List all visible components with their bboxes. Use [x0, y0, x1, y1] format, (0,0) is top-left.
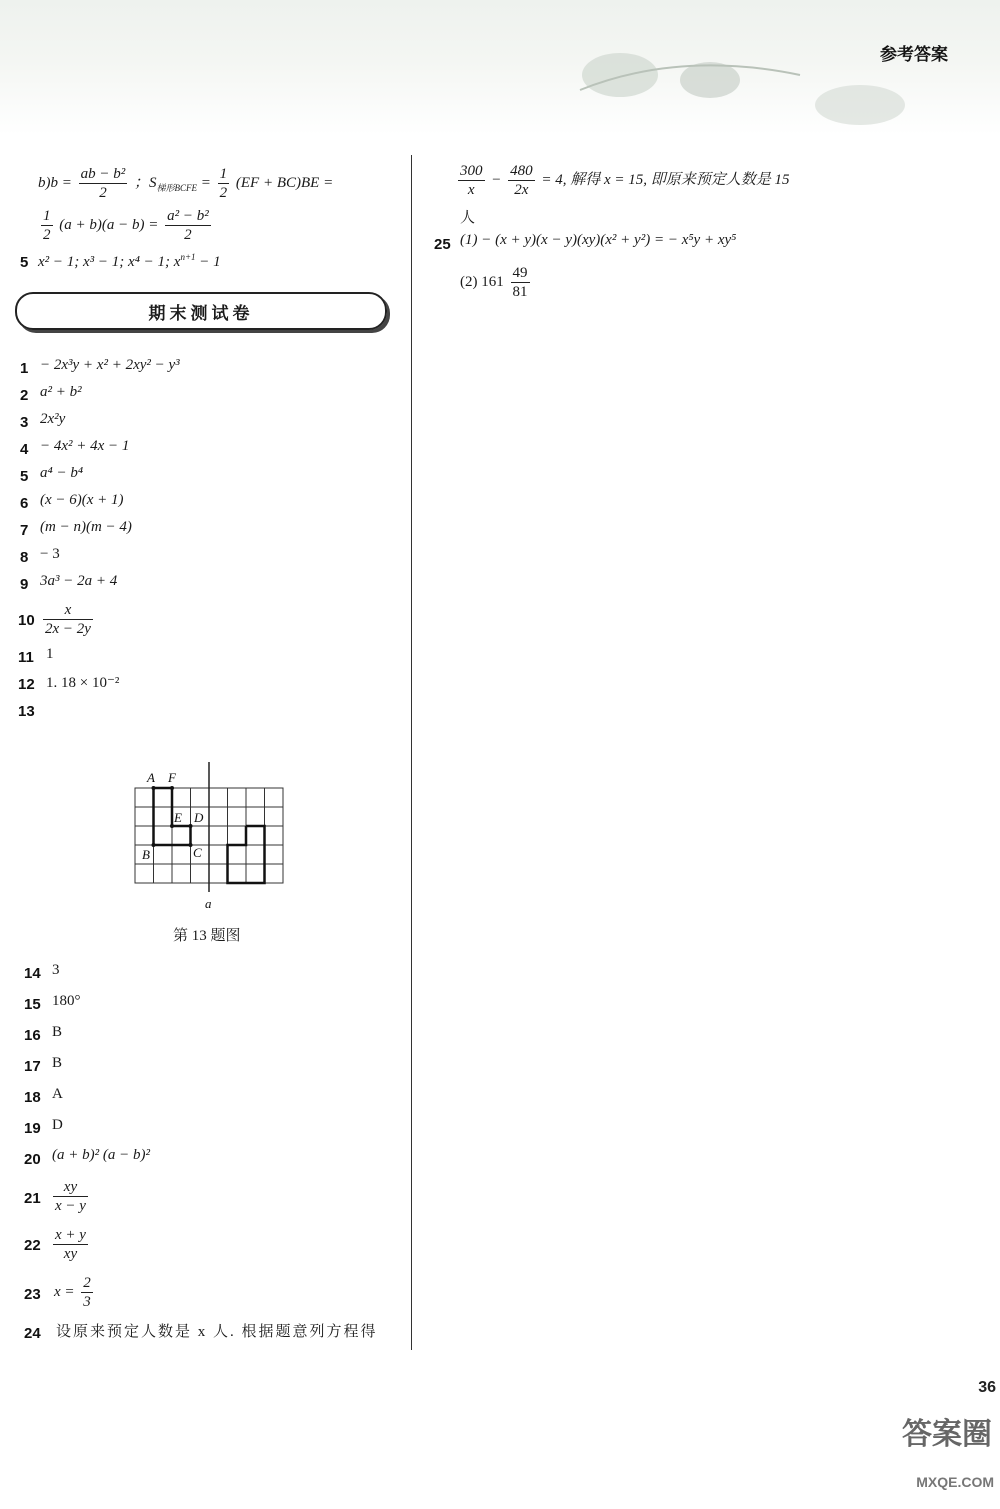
question-number: 5: [20, 254, 29, 271]
answer-text: 设原来预定人数是 x 人. 根据题意列方程得: [56, 1324, 378, 1340]
point-label-e: E: [174, 810, 182, 825]
page-header-title: 参考答案: [880, 45, 948, 64]
question-number: 14: [24, 965, 41, 982]
answer-text: a⁴ − b⁴: [40, 465, 84, 481]
answer-continuation-tail: 人: [460, 210, 476, 226]
answer-text: − 3: [40, 546, 60, 562]
question-number: 17: [24, 1058, 41, 1075]
question-number: 11: [18, 649, 34, 666]
answer-text: $\frac{x + y}{xy}$: [55, 1227, 86, 1262]
question-number: 10: [18, 612, 35, 629]
point-label-b: B: [142, 847, 150, 862]
point-label-a: A: [147, 770, 155, 785]
question-number: 18: [24, 1089, 41, 1106]
header-banner: [0, 0, 1000, 135]
question-number: 7: [20, 522, 29, 539]
point-label-f: F: [168, 770, 176, 785]
answer-text: (a + b)² (a − b)²: [52, 1147, 150, 1163]
answer-text: x² − 1; x³ − 1; x⁴ − 1; $x^{n+1} - 1$: [38, 252, 221, 270]
answer-text: (x − 6)(x + 1): [40, 492, 124, 508]
question-number: 9: [20, 576, 29, 593]
axis-label-a: a: [205, 896, 212, 910]
answer-continuation: $\frac{300}{x}$ − $\frac{480}{2x}$ = 4, 解得 x = 15, 即原来预定人数是 15: [460, 163, 790, 198]
answer-text: B: [52, 1024, 63, 1040]
answer-text: − 4x² + 4x − 1: [40, 438, 130, 454]
question-number: 6: [20, 495, 29, 512]
answer-text: $\frac{xy}{x - y}$: [55, 1179, 86, 1214]
answer-text: 180°: [52, 993, 81, 1009]
point-label-d: D: [194, 810, 204, 825]
question-number: 23: [24, 1286, 41, 1303]
question-number: 5: [20, 468, 29, 485]
question-number: 13: [18, 703, 35, 720]
answer-text: − 2x³y + x² + 2xy² − y³: [40, 357, 180, 373]
answer-text: B: [52, 1055, 63, 1071]
continued-equation-line2: $\frac{1}{2}$ (a + b)(a − b) = $\frac{\text{a² − b²}}{2}$: [43, 208, 209, 243]
question-number: 21: [24, 1190, 41, 1207]
answer-text: x = $\frac{2}{3}$: [54, 1275, 91, 1310]
page-number: 36: [978, 1379, 996, 1396]
question-number: 20: [24, 1151, 41, 1168]
figure-caption: 第 13 题图: [173, 928, 241, 944]
column-divider: [411, 155, 412, 1350]
answer-text: (2) 161 $\frac{49}{81}$: [460, 265, 528, 300]
question-number: 3: [20, 414, 29, 431]
point-label-c: C: [193, 845, 202, 860]
question-number: 15: [24, 996, 41, 1013]
answer-text: D: [52, 1117, 63, 1133]
question-number: 4: [20, 441, 29, 458]
decorative-leaves: [560, 20, 960, 135]
question-number: 12: [18, 676, 35, 693]
question-number: 25: [434, 236, 451, 253]
question-number: 24: [24, 1325, 41, 1342]
watermark-site: MXQE.COM: [916, 1474, 994, 1490]
continued-equation-line1: b)b = $\frac{\text{ab − b²}}{2}$ ；$S_{梯形BCFE}$ = $\frac{1}{2}$ (EF + BC)BE =: [38, 166, 334, 201]
question-number: 19: [24, 1120, 41, 1137]
answer-text: (m − n)(m − 4): [40, 519, 132, 535]
answer-text: 1: [46, 646, 54, 662]
answer-text: 3a³ − 2a + 4: [40, 573, 118, 589]
question-number: 22: [24, 1237, 41, 1254]
grid-figure: [125, 760, 295, 910]
answer-text: A: [52, 1086, 63, 1102]
question-number: 1: [20, 360, 29, 377]
question-number: 8: [20, 549, 29, 566]
answer-text: (1) − (x + y)(x − y)(xy)(x² + y²) = − x⁵y + xy⁵: [460, 232, 737, 248]
section-title: 期末测试卷: [15, 292, 387, 330]
watermark: [902, 1359, 1000, 1509]
watermark-logo-text: 答案圈: [902, 1418, 992, 1451]
answer-text: 1. 18 × 10⁻²: [46, 675, 120, 691]
answer-text: a² + b²: [40, 384, 82, 400]
answer-text: 2x²y: [40, 411, 66, 427]
answer-text: 3: [52, 962, 60, 978]
question-number: 16: [24, 1027, 41, 1044]
question-number: 2: [20, 387, 29, 404]
answer-text: $\frac{x}{2x - 2y}$: [45, 602, 91, 637]
